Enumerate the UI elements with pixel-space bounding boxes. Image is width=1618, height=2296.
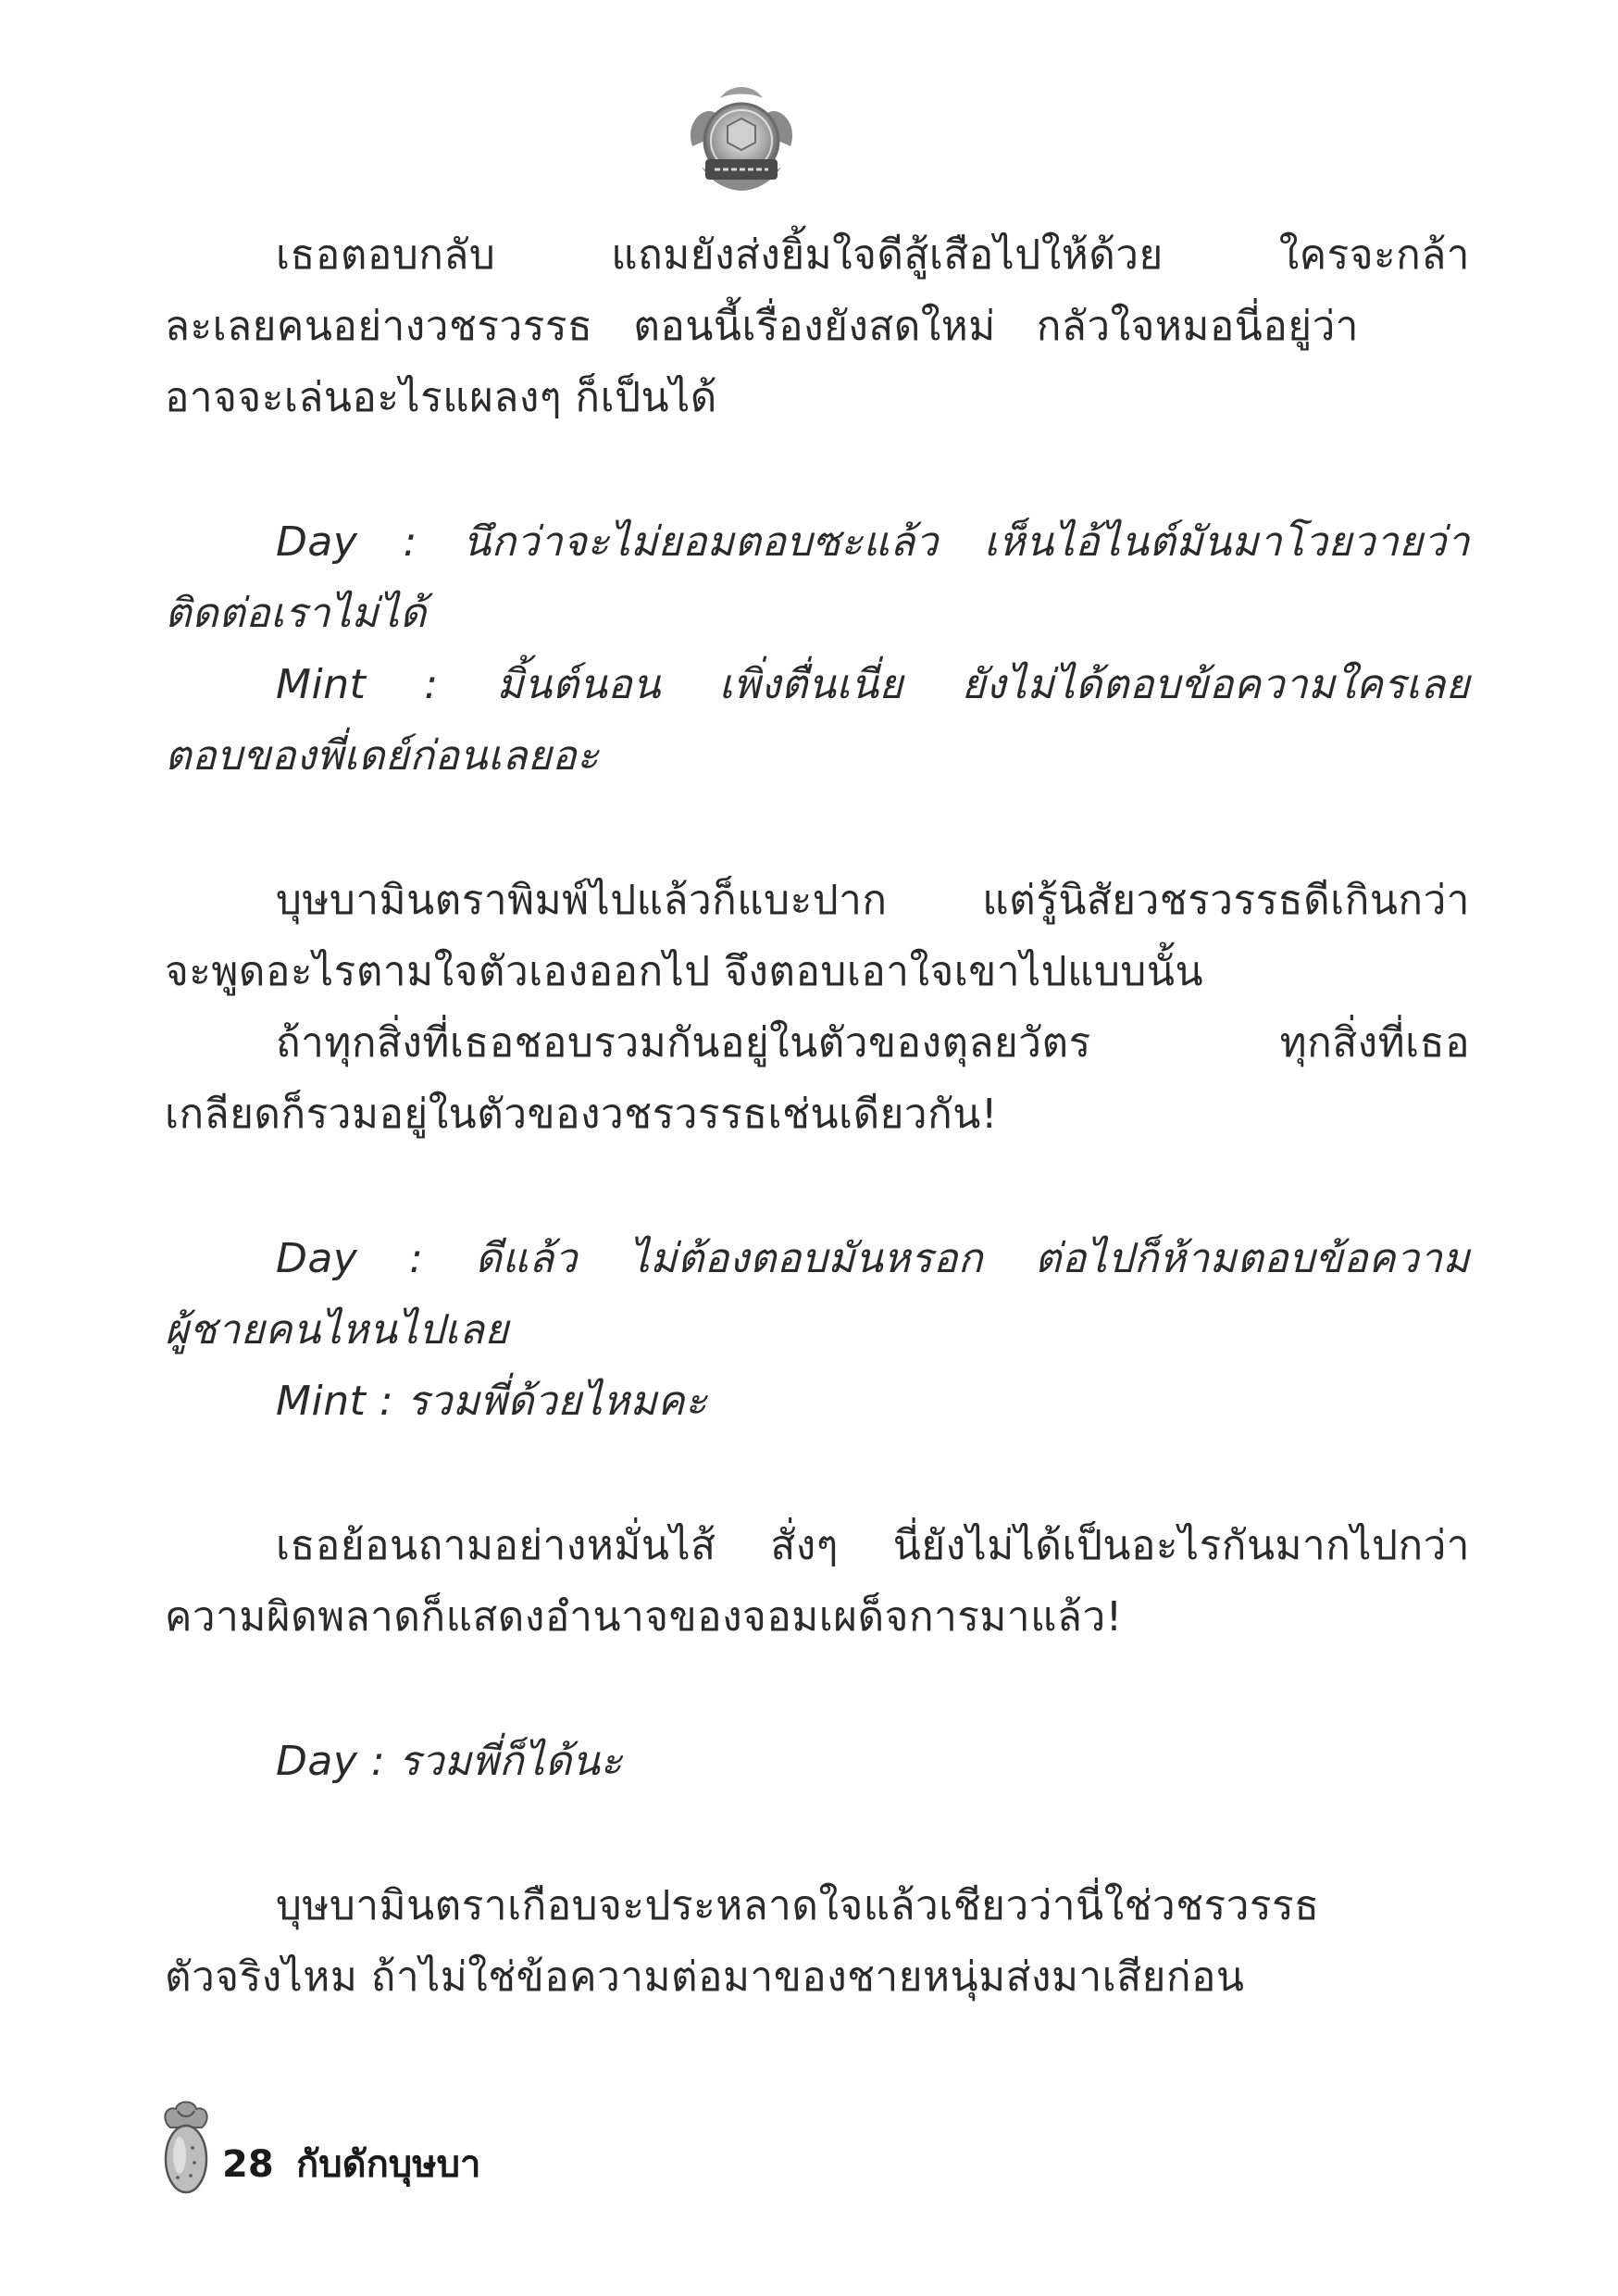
body-text-line: เธอย้อนถามอย่างหมั่นไส้ สั่งๆ นี่ยังไม่ได้เป็นอะไรกันมากไปกว่า <box>276 1522 1470 1569</box>
book-title: กับดักบุษบา <box>296 2143 481 2186</box>
page-number: 28 <box>222 2143 274 2186</box>
body-text-line: ถ้าทุกสิ่งที่เธอชอบรวมกันอยู่ในตัวของตุลยวัตร ทุกสิ่งที่เธอ <box>276 1019 1470 1067</box>
body-text-line: อาจจะเล่นอะไรแผลงๆ ก็เป็นได้ <box>165 374 717 421</box>
chat-message-line: Day : รวมพี่ก็ได้นะ <box>276 1738 623 1785</box>
body-text-line: บุษบามินตราพิมพ์ไปแล้วก็แบะปาก แต่รู้นิสัยวชรวรรธดีเกินกว่า <box>276 877 1470 924</box>
chat-message-line: ติดต่อเราไม่ได้ <box>165 590 427 637</box>
chat-message-line: ตอบของพี่เดย์ก่อนเลยอะ <box>165 732 600 780</box>
body-text-line: ตัวจริงไหม ถ้าไม่ใช่ข้อความต่อมาของชายหนุ่มส่งมาเสียก่อน <box>165 1953 1245 2001</box>
chat-message-line: Mint : รวมพี่ด้วยไหมคะ <box>276 1378 708 1425</box>
body-text-line: ละเลยคนอย่างวชรวรรธ ตอนนี้เรื่องยังสดใหม่ กลัวใจหมอนี่อยู่ว่า <box>165 303 1359 350</box>
cactus-mascot-icon <box>157 2100 215 2196</box>
chat-message-line: Day : นึกว่าจะไม่ยอมตอบซะแล้ว เห็นไอ้ไนต์มันมาโวยวายว่า <box>276 518 1470 566</box>
body-text-line: เธอตอบกลับ แถมยังส่งยิ้มใจดีสู้เสือไปให้ด้วย ใครจะกล้า <box>276 231 1470 279</box>
body-text-line: เกลียดก็รวมอยู่ในตัวของวชรวรรธเช่นเดียวกัน! <box>165 1091 998 1138</box>
page-footer <box>157 2100 713 2202</box>
publisher-logo <box>683 81 800 198</box>
body-text-line: ความผิดพลาดก็แสดงอำนาจของจอมเผด็จการมาแล้ว! <box>165 1593 1123 1641</box>
body-text-line: บุษบามินตราเกือบจะประหลาดใจแล้วเชียวว่านี่ใช่วชรวรรธ <box>276 1882 1320 1929</box>
chat-message-line: ผู้ชายคนไหนไปเลย <box>165 1306 509 1354</box>
chat-message-line: Day : ดีแล้ว ไม่ต้องตอบมันหรอก ต่อไปก็ห้ามตอบข้อความ <box>276 1235 1470 1282</box>
body-text-line: จะพูดอะไรตามใจตัวเองออกไป จึงตอบเอาใจเขาไปแบบนั้น <box>165 948 1204 995</box>
chat-message-line: Mint : มิ้นต์นอน เพิ่งตื่นเนี่ย ยังไม่ได้ตอบข้อความใครเลย <box>276 661 1470 708</box>
